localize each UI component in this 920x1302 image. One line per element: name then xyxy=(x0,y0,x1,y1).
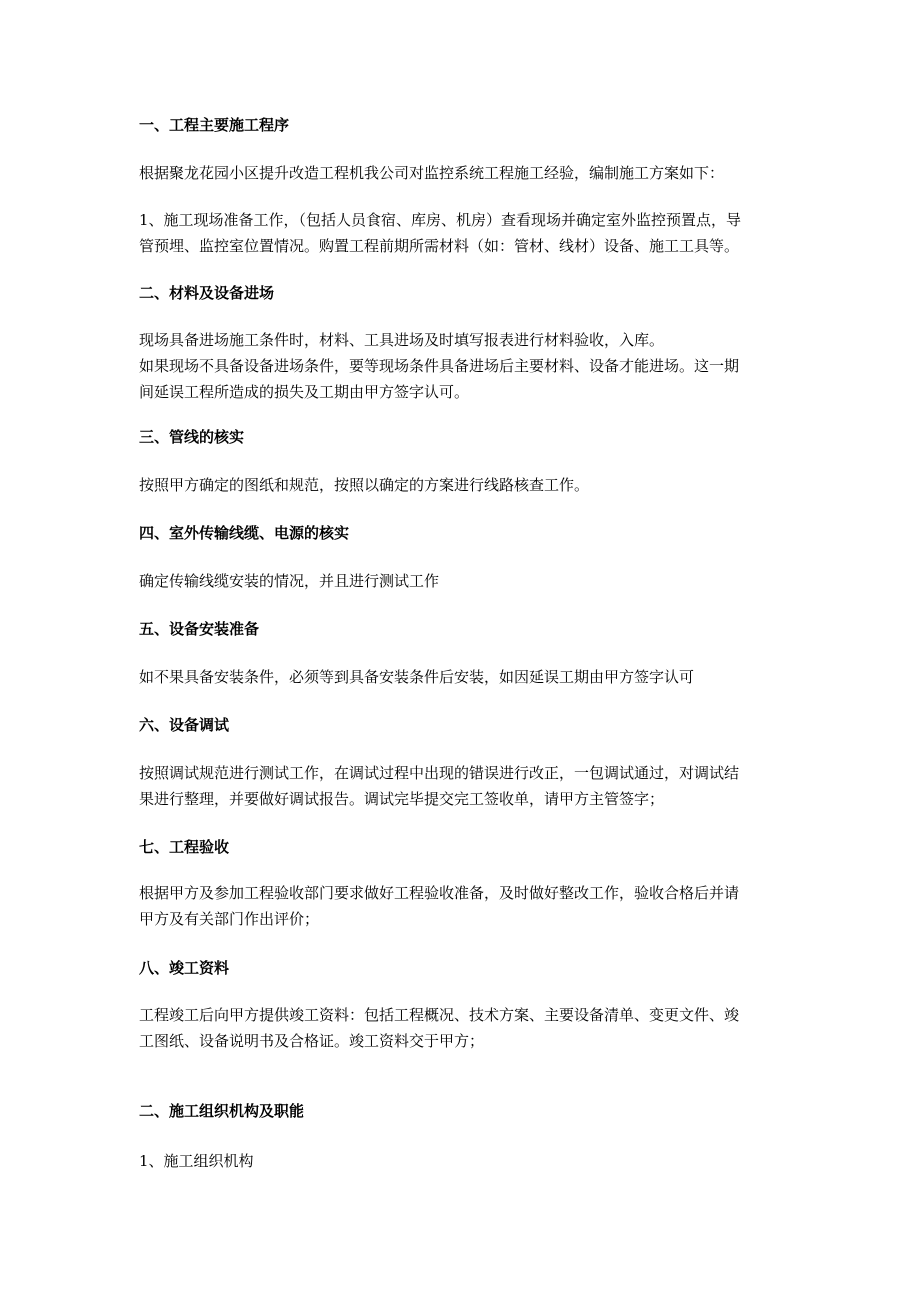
paragraph-item-1 xyxy=(139,207,789,259)
section-heading-4: 四、室外传输线缆、电源的核实 xyxy=(139,524,350,542)
paragraph-acceptance xyxy=(139,880,789,932)
paragraph-line: 按照调试规范进行测试工作，在调试过程中出现的错误进行改正，一包调试通过，对调试结 xyxy=(139,764,740,782)
paragraph-debug xyxy=(139,760,789,812)
paragraph-line: 果进行整理，并要做好调试报告。调试完毕提交完工签收单，请甲方主管签字； xyxy=(139,790,665,808)
paragraph-organization: 1、施工组织机构 xyxy=(139,1152,254,1170)
paragraph-materials xyxy=(139,327,789,405)
paragraph-line: 工图纸、设备说明书及合格证。竣工资料交于甲方； xyxy=(139,1032,485,1050)
paragraph-intro: 根据聚龙花园小区提升改造工程机我公司对监控系统工程施工经验，编制施工方案如下： xyxy=(139,164,725,182)
paragraph-line: 工程竣工后向甲方提供竣工资料：包括工程概况、技术方案、主要设备清单、变更文件、竣 xyxy=(139,1006,740,1024)
paragraph-line: 间延误工程所造成的损失及工期由甲方签字认可。 xyxy=(139,383,470,401)
paragraph-line: 现场具备进场施工条件时，材料、工具进场及时填写报表进行材料验收，入库。 xyxy=(139,331,665,349)
paragraph-cable: 确定传输线缆安装的情况，并且进行测试工作 xyxy=(139,572,440,590)
section-heading-organization: 二、施工组织机构及职能 xyxy=(139,1102,305,1120)
paragraph-line: 甲方及有关部门作出评价； xyxy=(139,910,320,928)
paragraph-completion xyxy=(139,1002,789,1054)
paragraph-install: 如不果具备安装条件，必须等到具备安装条件后安装，如因延误工期由甲方签字认可 xyxy=(139,668,695,686)
paragraph-line: 根据甲方及参加工程验收部门要求做好工程验收准备，及时做好整改工作，验收合格后并请 xyxy=(139,884,740,902)
section-heading-2: 二、材料及设备进场 xyxy=(139,284,275,302)
section-heading-5: 五、设备安装准备 xyxy=(139,620,260,638)
section-heading-8: 八、竣工资料 xyxy=(139,959,230,977)
paragraph-line: 如果现场不具备设备进场条件，要等现场条件具备进场后主要材料、设备才能进场。这一期 xyxy=(139,357,740,375)
paragraph-pipeline: 按照甲方确定的图纸和规范，按照以确定的方案进行线路核查工作。 xyxy=(139,476,590,494)
paragraph-line: 管预埋、监控室位置情况。购置工程前期所需材料（如：管材、线材）设备、施工工具等。 xyxy=(139,237,740,255)
section-heading-6: 六、设备调试 xyxy=(139,716,230,734)
section-heading-1: 一、工程主要施工程序 xyxy=(139,116,290,134)
section-heading-3: 三、管线的核实 xyxy=(139,428,245,446)
paragraph-line: 1、施工现场准备工作，（包括人员食宿、库房、机房）查看现场并确定室外监控预置点，导 xyxy=(139,211,742,229)
section-heading-7: 七、工程验收 xyxy=(139,838,230,856)
